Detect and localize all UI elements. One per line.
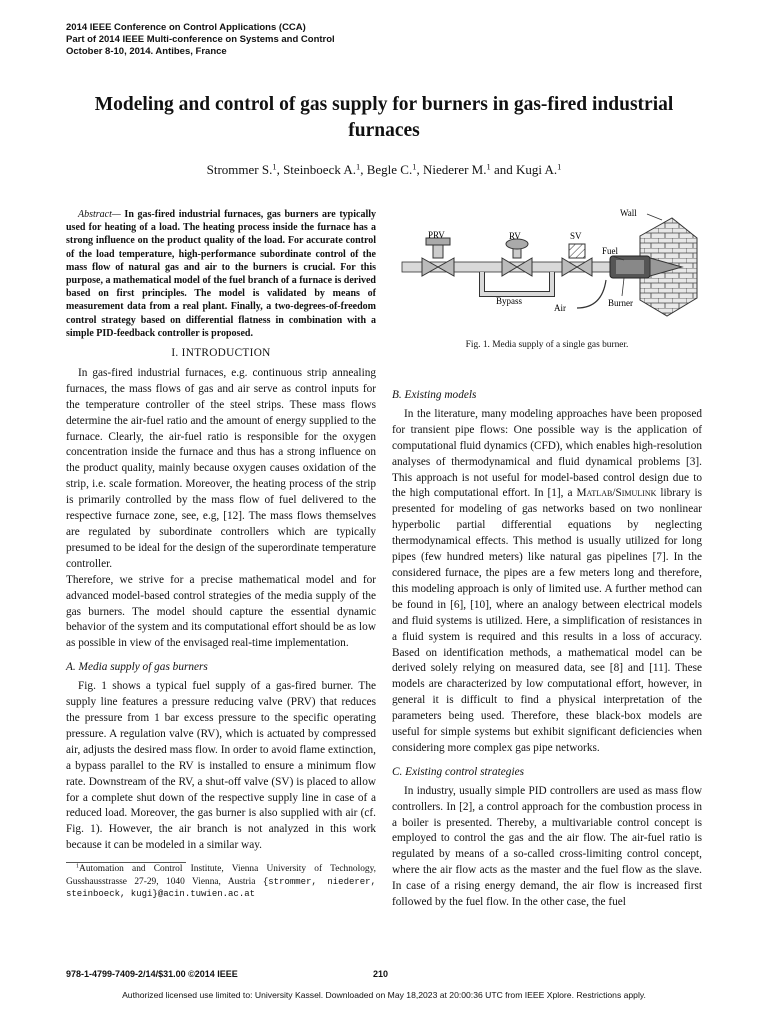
label-sv: SV xyxy=(570,231,582,241)
label-rv: RV xyxy=(509,231,521,241)
paragraph: In gas-fired industrial furnaces, e.g. continuous strip annealing furnaces, the mass flows of gas and air serve as control inputs for the temperature controller of the steel strips. These mass flows determine the air-fuel ratio and the amount of energy supplied to the furnace. Clearly, the air-fuel ratio is responsible for the oxygen concentration inside the furnace and thus has a strong influence on the product quality, mainly because oxygen causes oxidation of the strip, i.e. scale formation. Moreover, the heating process of the strip is primarily controlled by the mass flow of fuel delivered to the respective furnace zone, see, e.g, [12]. The mass flows themselves are regulated by subordinate controllers which are typically presumed to be ideal for the design of the superordinate temperature controller. xyxy=(66,366,376,570)
paper-title: Modeling and control of gas supply for burners in gas-fired industrial furnaces xyxy=(94,94,674,141)
paragraph xyxy=(392,407,702,757)
label-wall: Wall xyxy=(620,208,637,218)
conf-line: October 8-10, 2014. Antibes, France xyxy=(66,46,227,57)
license-notice: Authorized licensed use limited to: University Kassel. Downloaded on May 18,2023 at 20:00:36 UTC from IEEE Xplore. Restrictions apply. xyxy=(122,990,646,1000)
page-number: 210 xyxy=(373,969,389,979)
paragraph: Therefore, we strive for a precise mathematical model and for advanced model-based control strategies of the media supply of the gas burners. The model should capture the essential dynamic behavior of the system and its computational effort should be as low as possible in view of the envisaged real-time implementation. xyxy=(66,573,376,650)
figure-1 xyxy=(392,208,702,333)
separator: and xyxy=(490,162,516,177)
label-prv: PRV xyxy=(428,230,445,240)
author: Kugi A. xyxy=(515,162,558,177)
conf-line: Part of 2014 IEEE Multi-conference on Systems and Control xyxy=(66,34,335,45)
affiliation-mark: 1 xyxy=(272,161,277,172)
footnote-mark: 1 xyxy=(76,863,80,870)
label-fuel: Fuel xyxy=(602,246,619,256)
author: Strommer S. xyxy=(206,162,273,177)
paragraph: Fig. 1 shows a typical fuel supply of a gas-fired burner. The supply line features a pressure reducing valve (PRV) that reduces the pressure from 1 bar excess pressure to the specific operating pressure. A regulation valve (RV), which is actuated by compressed air, adjusts the desired mass flow. In order to avoid flame extinction, a bypass parallel to the RV is installed to ensure a minimum flow rate. Downstream of the RV, a shut-off valve (SV) is placed to allow for a complete shut down of the respective supply line in case of a reduced load. Moreover, the gas burner is also supplied with air (cf. Fig. 1). However, the air branch is not analyzed in this work because it can be modeled in a similar way. xyxy=(66,680,376,852)
matlab-simulink: Matlab/Simulink xyxy=(576,487,657,500)
author: Steinboeck A. xyxy=(283,162,357,177)
label-burner: Burner xyxy=(608,298,633,308)
affiliation-mark: 1 xyxy=(486,161,491,172)
author: Niederer M. xyxy=(422,162,487,177)
affiliation-mark: 1 xyxy=(356,161,361,172)
subsection-heading: B. Existing models xyxy=(392,389,477,401)
author-list xyxy=(60,162,708,178)
isbn-footer: 978-1-4799-7409-2/14/$31.00 ©2014 IEEE xyxy=(66,969,238,979)
subsection-heading: C. Existing control strategies xyxy=(392,765,524,778)
affiliation-mark: 1 xyxy=(557,161,562,172)
separator: , xyxy=(276,162,284,177)
footnote xyxy=(66,863,376,900)
separator: , xyxy=(416,162,423,177)
air-pipe xyxy=(577,280,606,308)
section-heading: I. INTRODUCTION xyxy=(171,347,271,360)
label-air: Air xyxy=(554,303,566,313)
affiliation-mark: 1 xyxy=(412,161,417,172)
conference-header xyxy=(66,22,335,58)
label-bypass: Bypass xyxy=(496,296,523,306)
abstract xyxy=(66,208,376,340)
paragraph-text: library is presented for modeling of gas networks based on two nonlinear hyperbolic partial differential equations by neglecting thermodynamical effects. This method is usually utilized for long pipes (few hundred meters) like natural gas pipelines [7]. In the considered furnace, the pipes are a few meters long and therefore, this modeling approach is only of limited use. A further method can be found in [6], [10], where an analogy between electrical models and fluid systems is utilized. Here, a simplification of resistances in a fluid system is required and this results in a loss of accuracy. Based on identification methods, a mathematical model can be derived solely relying on measured data, see [8] and [11]. These models are characterized by low computational effort, however, in general it is difficult to find a physical interpretation of the parameters being used. Therefore, these black-box models are useful for simple systems but exhibit significant deficiencies when considering more complex gas pipe networks. xyxy=(392,487,702,754)
bypass-pipe xyxy=(482,272,552,294)
conf-line: 2014 IEEE Conference on Control Applications (CCA) xyxy=(66,22,306,33)
left-column xyxy=(66,208,376,900)
abstract-label: Abstract— xyxy=(78,209,121,220)
paragraph-text: In the literature, many modeling approaches have been proposed for transient pipe flows: One possible way is the application of computational fluid dynamics (CFD), which enables high-resolution analyses of thermodynamical and fluid dynamical problems [3]. This approach is not useful for model-based control design due to the high computational effort. In [1], a xyxy=(392,407,702,500)
subsection-heading: A. Media supply of gas burners xyxy=(66,661,208,674)
footnote-text: Automation and Control Institute, Vienna University of Technology, Gusshausstrasse 27-29, 1040 Vienna, Austria xyxy=(66,864,376,887)
right-column xyxy=(392,388,702,911)
abstract-text: In gas-fired industrial furnaces, gas burners are typically used for heating of a load. The heating process inside the furnace has a strong influence on the product quality of the load. For accurate control of the load temperature, high-performance subordinate control of the mass flow of natural gas and air to the burners is crucial. For this purpose, a mathematical model of the fuel branch of a furnace is derived based on first principles. The model is validated by means of measurement data from a real plant. Finally, a two-degrees-of-freedom control strategy based on differential flatness in combination with a simple PID-feedback controller is proposed. xyxy=(66,209,376,339)
figure-caption: Fig. 1. Media supply of a single gas burner. xyxy=(465,340,629,350)
author: Begle C. xyxy=(366,162,413,177)
paragraph: In industry, usually simple PID controllers are used as mass flow controllers. In [2], a control approach for the combustion process in a boiler is presented. Thereby, a multivariable control concept is employed to control the gas and the air flow. The air-fuel ratio is regulated by means of a so-called cross-limiting control concept, where the air flow acts as the master and the fuel flow as the slave. In case of a rising energy demand, the air flow is increased first followed by the fuel flow. In the other case, the fuel xyxy=(392,784,702,909)
separator: , xyxy=(360,162,367,177)
footnote-email: {strommer, niederer, steinboeck, kugi}@acin.tuwien.ac.at xyxy=(66,876,376,899)
